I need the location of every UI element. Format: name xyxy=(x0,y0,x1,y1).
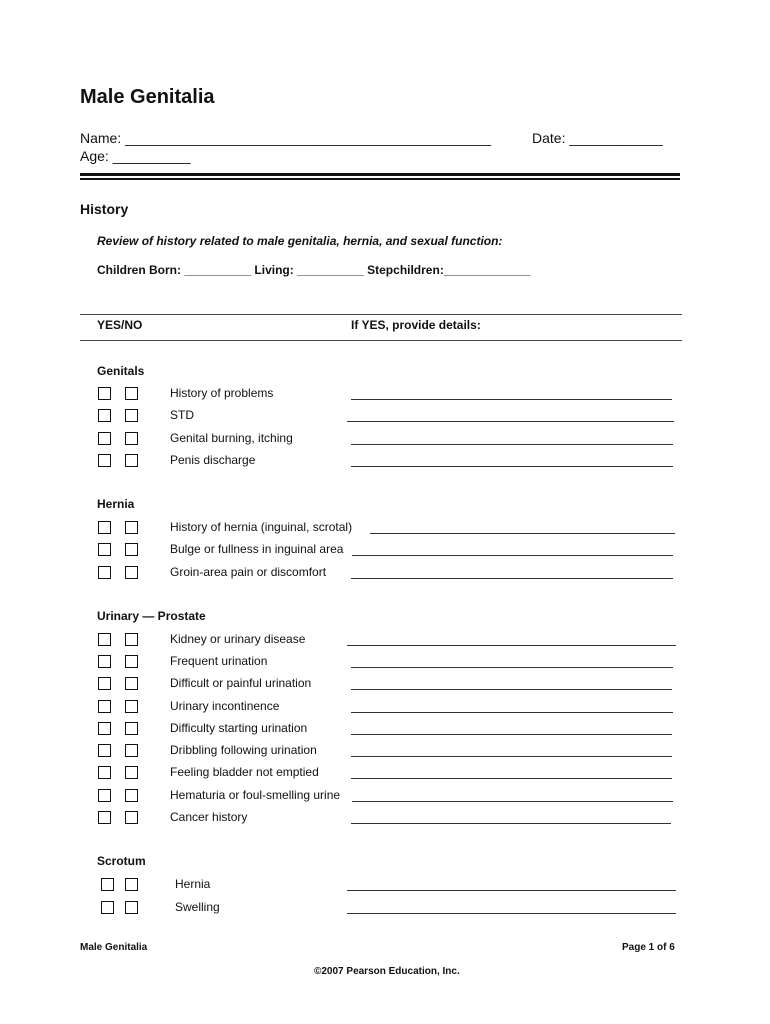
section-urinary-title: Urinary — Prostate xyxy=(97,609,206,623)
scrotum-row xyxy=(0,899,770,919)
yes-checkbox[interactable] xyxy=(98,543,111,556)
item-label: Urinary incontinence xyxy=(170,699,280,713)
urinary-row xyxy=(0,742,770,762)
details-line[interactable] xyxy=(351,734,672,735)
genitals-row xyxy=(0,385,770,405)
yes-checkbox[interactable] xyxy=(101,878,114,891)
yes-checkbox[interactable] xyxy=(98,655,111,668)
urinary-row xyxy=(0,720,770,740)
yes-checkbox[interactable] xyxy=(101,901,114,914)
no-checkbox[interactable] xyxy=(125,409,138,422)
hernia-row xyxy=(0,564,770,584)
if-yes-header: If YES, provide details: xyxy=(351,318,481,332)
yes-checkbox[interactable] xyxy=(98,722,111,735)
item-label: History of problems xyxy=(170,386,274,400)
details-line[interactable] xyxy=(351,756,672,757)
no-checkbox[interactable] xyxy=(125,766,138,779)
details-line[interactable] xyxy=(347,421,674,422)
details-line[interactable] xyxy=(351,689,672,690)
details-line[interactable] xyxy=(351,667,673,668)
name-label: Name: xyxy=(80,130,122,146)
item-label: Bulge or fullness in inguinal area xyxy=(170,542,344,556)
yes-checkbox[interactable] xyxy=(98,633,111,646)
details-line[interactable] xyxy=(351,399,672,400)
date-blank: ____________ xyxy=(569,130,663,146)
name-blank: _______________________________________________ xyxy=(125,130,492,146)
genitals-row xyxy=(0,430,770,450)
age-label: Age: xyxy=(80,148,109,164)
page-title: Male Genitalia xyxy=(80,86,215,108)
no-checkbox[interactable] xyxy=(125,655,138,668)
no-checkbox[interactable] xyxy=(125,744,138,757)
table-header-rule xyxy=(80,340,682,341)
yes-checkbox[interactable] xyxy=(98,789,111,802)
date-field[interactable] xyxy=(532,130,663,146)
item-label: Kidney or urinary disease xyxy=(170,632,306,646)
yes-checkbox[interactable] xyxy=(98,766,111,779)
no-checkbox[interactable] xyxy=(125,432,138,445)
children-line[interactable]: Children Born: __________ Living: __________ Stepchildren:_____________ xyxy=(97,263,531,277)
urinary-row xyxy=(0,787,770,807)
no-checkbox[interactable] xyxy=(125,387,138,400)
yes-checkbox[interactable] xyxy=(98,566,111,579)
details-line[interactable] xyxy=(352,555,673,556)
no-checkbox[interactable] xyxy=(125,566,138,579)
no-checkbox[interactable] xyxy=(125,454,138,467)
no-checkbox[interactable] xyxy=(125,811,138,824)
review-instruction: Review of history related to male genitalia, hernia, and sexual function: xyxy=(97,234,503,248)
hernia-row xyxy=(0,541,770,561)
item-label: Dribbling following urination xyxy=(170,743,317,757)
item-label: Feeling bladder not emptied xyxy=(170,765,319,779)
details-line[interactable] xyxy=(352,801,673,802)
yes-checkbox[interactable] xyxy=(98,700,111,713)
urinary-row xyxy=(0,675,770,695)
table-top-rule xyxy=(80,314,682,315)
yes-checkbox[interactable] xyxy=(98,409,111,422)
no-checkbox[interactable] xyxy=(125,878,138,891)
yes-checkbox[interactable] xyxy=(98,677,111,690)
item-label: Difficult or painful urination xyxy=(170,676,312,690)
details-line[interactable] xyxy=(347,645,676,646)
no-checkbox[interactable] xyxy=(125,543,138,556)
no-checkbox[interactable] xyxy=(125,901,138,914)
hernia-row xyxy=(0,519,770,539)
no-checkbox[interactable] xyxy=(125,722,138,735)
yes-checkbox[interactable] xyxy=(98,744,111,757)
page-number: Page 1 of 6 xyxy=(622,942,675,953)
section-hernia-title: Hernia xyxy=(97,497,135,511)
item-label: Difficulty starting urination xyxy=(170,721,308,735)
item-label: Hernia xyxy=(175,877,211,891)
copyright: ©2007 Pearson Education, Inc. xyxy=(314,966,460,977)
details-line[interactable] xyxy=(351,778,672,779)
no-checkbox[interactable] xyxy=(125,521,138,534)
details-line[interactable] xyxy=(347,913,676,914)
age-blank: __________ xyxy=(112,148,191,164)
item-label: STD xyxy=(170,408,194,422)
details-line[interactable] xyxy=(351,578,673,579)
section-scrotum-title: Scrotum xyxy=(97,854,146,868)
item-label: History of hernia (inguinal, scrotal) xyxy=(170,520,353,534)
genitals-row xyxy=(0,407,770,427)
details-line[interactable] xyxy=(347,890,676,891)
no-checkbox[interactable] xyxy=(125,789,138,802)
urinary-row xyxy=(0,631,770,651)
item-label: Genital burning, itching xyxy=(170,431,293,445)
item-label: Hematuria or foul-smelling urine xyxy=(170,788,341,802)
date-label: Date: xyxy=(532,130,566,146)
header-rule-thin xyxy=(80,178,680,180)
footer-title: Male Genitalia xyxy=(80,942,148,953)
item-label: Frequent urination xyxy=(170,654,268,668)
item-label: Cancer history xyxy=(170,810,248,824)
urinary-row xyxy=(0,653,770,673)
details-line[interactable] xyxy=(370,533,675,534)
yes-checkbox[interactable] xyxy=(98,387,111,400)
details-line[interactable] xyxy=(351,823,671,824)
urinary-row xyxy=(0,764,770,784)
item-label: Penis discharge xyxy=(170,453,256,467)
no-checkbox[interactable] xyxy=(125,633,138,646)
urinary-row xyxy=(0,809,770,829)
header-rule-thick xyxy=(80,173,680,176)
name-field[interactable] xyxy=(80,130,491,146)
history-heading: History xyxy=(80,201,129,217)
age-field[interactable] xyxy=(80,148,191,164)
scrotum-row xyxy=(0,876,770,896)
yes-no-header: YES/NO xyxy=(97,318,143,332)
item-label: Swelling xyxy=(175,900,220,914)
details-line[interactable] xyxy=(351,712,673,713)
no-checkbox[interactable] xyxy=(125,700,138,713)
details-line[interactable] xyxy=(351,466,673,467)
genitals-row xyxy=(0,452,770,472)
yes-checkbox[interactable] xyxy=(98,454,111,467)
section-genitals-title: Genitals xyxy=(97,364,145,378)
yes-checkbox[interactable] xyxy=(98,432,111,445)
no-checkbox[interactable] xyxy=(125,677,138,690)
item-label: Groin-area pain or discomfort xyxy=(170,565,327,579)
urinary-row xyxy=(0,698,770,718)
yes-checkbox[interactable] xyxy=(98,521,111,534)
yes-checkbox[interactable] xyxy=(98,811,111,824)
details-line[interactable] xyxy=(351,444,673,445)
